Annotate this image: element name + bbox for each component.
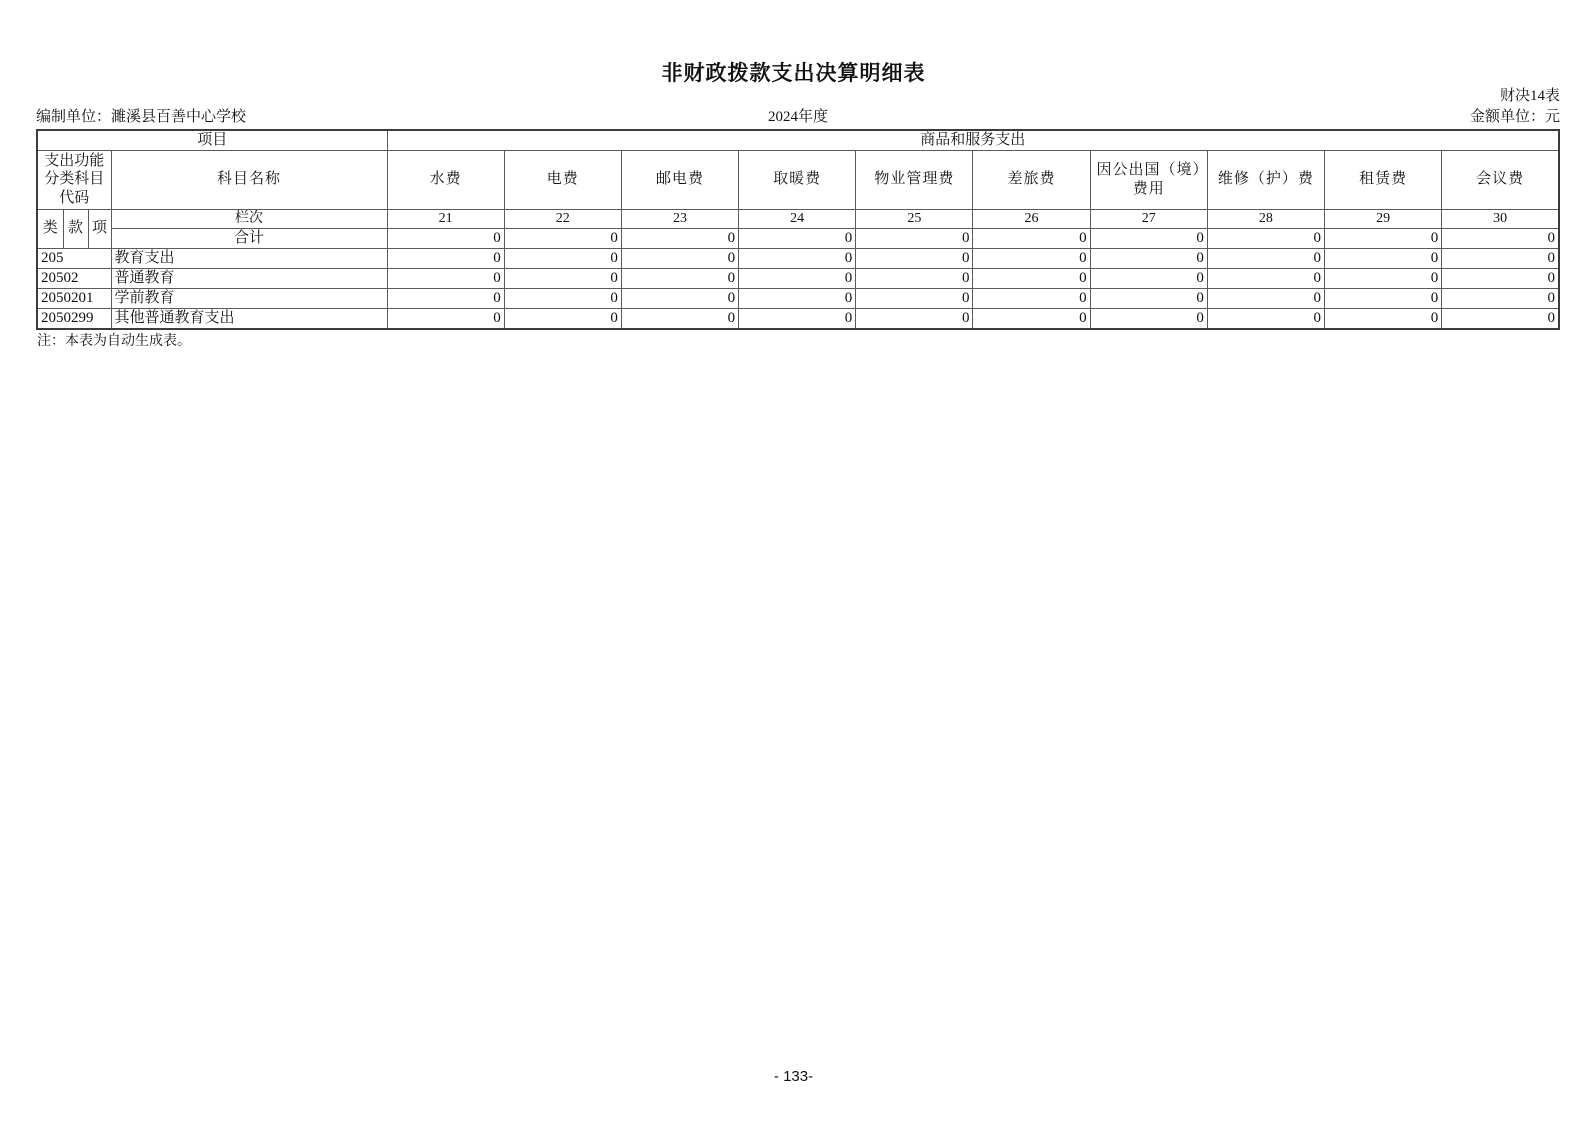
value-col-21: 0: [387, 268, 504, 288]
row-code: 2050299: [37, 308, 111, 328]
prepared-by-label: 编制单位：濉溪县百善中心学校: [36, 109, 247, 125]
value-col-26: 0: [973, 248, 1090, 268]
fee-column-header-22: 电费: [504, 150, 621, 209]
fee-column-header-30: 会议费: [1442, 150, 1559, 209]
fee-column-header-28: 维修（护）费: [1207, 150, 1324, 209]
row-name: 学前教育: [111, 288, 387, 308]
total-row: [37, 228, 1559, 248]
value-col-22: 0: [504, 288, 621, 308]
page-title: 非财政拨款支出决算明细表: [661, 62, 926, 85]
value-col-28: 0: [1207, 288, 1324, 308]
value-col-24: 0: [739, 248, 856, 268]
column-index-28: 28: [1207, 209, 1324, 228]
value-col-30: 0: [1442, 248, 1559, 268]
value-col-28: 0: [1207, 308, 1324, 328]
value-col-28: 0: [1207, 268, 1324, 288]
value-col-29: 0: [1325, 288, 1442, 308]
column-index-27: 27: [1090, 209, 1207, 228]
table-row: [37, 268, 1559, 288]
column-header-row: [37, 150, 1559, 209]
value-col-27: 0: [1090, 288, 1207, 308]
value-col-21: 0: [387, 248, 504, 268]
total-value-col-25: 0: [856, 228, 973, 248]
value-col-27: 0: [1090, 248, 1207, 268]
value-col-22: 0: [504, 248, 621, 268]
value-col-29: 0: [1325, 268, 1442, 288]
value-col-23: 0: [621, 268, 738, 288]
expenditure-table: [36, 129, 1560, 330]
row-name: 其他普通教育支出: [111, 308, 387, 328]
code-sub-col-item: 项: [88, 209, 111, 248]
code-column-header: 支出功能分类科目代码: [37, 150, 111, 209]
form-code-label: 财决14表: [1499, 88, 1560, 104]
value-col-22: 0: [504, 308, 621, 328]
value-col-24: 0: [739, 308, 856, 328]
code-sub-col-section: 款: [63, 209, 88, 248]
project-group-header: 项目: [37, 130, 387, 150]
column-index-24: 24: [739, 209, 856, 228]
column-index-23: 23: [621, 209, 738, 228]
total-row-label: 合计: [111, 228, 387, 248]
value-col-21: 0: [387, 288, 504, 308]
value-col-23: 0: [621, 248, 738, 268]
row-code: 20502: [37, 268, 111, 288]
code-sub-col-class: 类: [37, 209, 63, 248]
value-col-30: 0: [1442, 288, 1559, 308]
value-col-23: 0: [621, 288, 738, 308]
table-row: [37, 308, 1559, 328]
fee-column-header-26: 差旅费: [973, 150, 1090, 209]
value-col-25: 0: [856, 308, 973, 328]
row-name: 教育支出: [111, 248, 387, 268]
total-value-col-22: 0: [504, 228, 621, 248]
fee-column-header-25: 物业管理费: [856, 150, 973, 209]
column-index-26: 26: [973, 209, 1090, 228]
value-col-26: 0: [973, 268, 1090, 288]
value-col-25: 0: [856, 288, 973, 308]
column-index-25: 25: [856, 209, 973, 228]
fee-column-header-27: 因公出国（境）费用: [1090, 150, 1207, 209]
value-col-21: 0: [387, 308, 504, 328]
total-value-col-27: 0: [1090, 228, 1207, 248]
column-index-30: 30: [1442, 209, 1559, 228]
total-value-col-26: 0: [973, 228, 1090, 248]
column-index-label: 栏次: [111, 209, 387, 228]
amount-unit-label: 金额单位：元: [1469, 109, 1560, 125]
value-col-30: 0: [1442, 308, 1559, 328]
total-value-col-30: 0: [1442, 228, 1559, 248]
value-col-22: 0: [504, 268, 621, 288]
value-col-26: 0: [973, 288, 1090, 308]
total-value-col-28: 0: [1207, 228, 1324, 248]
value-col-29: 0: [1325, 308, 1442, 328]
value-col-27: 0: [1090, 268, 1207, 288]
value-col-24: 0: [739, 288, 856, 308]
value-col-29: 0: [1325, 248, 1442, 268]
value-col-25: 0: [856, 248, 973, 268]
name-column-header: 科目名称: [111, 150, 387, 209]
value-col-24: 0: [739, 268, 856, 288]
column-index-21: 21: [387, 209, 504, 228]
table-info-row: [36, 105, 1560, 126]
fee-column-header-29: 租赁费: [1325, 150, 1442, 209]
total-value-col-29: 0: [1325, 228, 1442, 248]
total-value-col-24: 0: [739, 228, 856, 248]
column-index-29: 29: [1325, 209, 1442, 228]
page-number: - 133-: [773, 1068, 814, 1085]
fee-column-header-23: 邮电费: [621, 150, 738, 209]
row-code: 205: [37, 248, 111, 268]
total-value-col-23: 0: [621, 228, 738, 248]
fiscal-year-label: 2024年度: [767, 109, 828, 125]
row-code: 2050201: [37, 288, 111, 308]
total-value-col-21: 0: [387, 228, 504, 248]
column-index-22: 22: [504, 209, 621, 228]
value-col-28: 0: [1207, 248, 1324, 268]
value-col-23: 0: [621, 308, 738, 328]
row-name: 普通教育: [111, 268, 387, 288]
table-row: [37, 248, 1559, 268]
value-col-30: 0: [1442, 268, 1559, 288]
value-col-26: 0: [973, 308, 1090, 328]
value-col-27: 0: [1090, 308, 1207, 328]
group-header-row: [37, 130, 1559, 150]
footnote: 注：本表为自动生成表。: [37, 334, 191, 349]
value-col-25: 0: [856, 268, 973, 288]
column-index-row: [37, 209, 1559, 228]
fee-column-header-24: 取暖费: [739, 150, 856, 209]
fee-column-header-21: 水费: [387, 150, 504, 209]
table-row: [37, 288, 1559, 308]
expense-group-header: 商品和服务支出: [387, 130, 1559, 150]
